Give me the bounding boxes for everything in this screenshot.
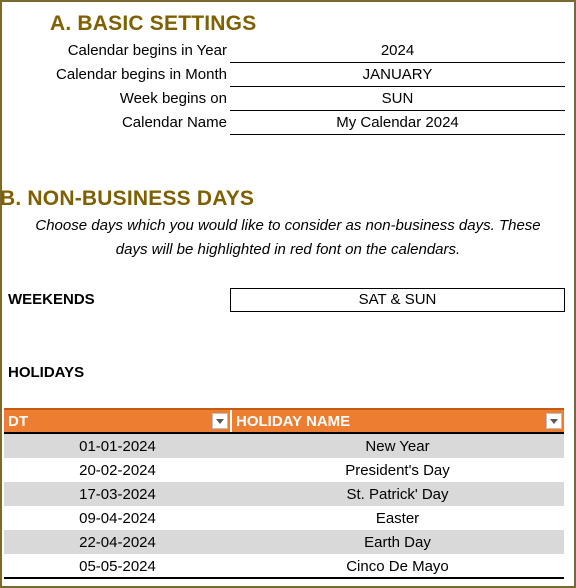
- week-begins-label: Week begins on: [119, 90, 227, 107]
- dt-cell[interactable]: 17-03-2024: [4, 482, 231, 506]
- year-label: Calendar begins in Year: [67, 42, 227, 59]
- holiday-name-header-label: HOLIDAY NAME: [236, 412, 351, 430]
- holiday-name-cell[interactable]: Easter: [231, 506, 564, 530]
- month-field[interactable]: JANUARY: [230, 64, 565, 87]
- dt-cell[interactable]: 01-01-2024: [4, 433, 231, 458]
- year-field[interactable]: 2024: [230, 40, 565, 63]
- month-label: Calendar begins in Month: [56, 66, 227, 83]
- holiday-name-header-cell: [231, 409, 564, 433]
- dt-header-cell: [4, 409, 231, 433]
- holidays-label: HOLIDAYS: [8, 364, 85, 381]
- dt-cell[interactable]: 09-04-2024: [4, 506, 231, 530]
- weekends-label: WEEKENDS: [8, 291, 95, 308]
- table-row[interactable]: [4, 554, 564, 578]
- non-business-note-line1: Choose days which you would like to consider as non-business days. These: [35, 217, 541, 234]
- holiday-name-cell[interactable]: Earth Day: [231, 530, 564, 554]
- table-header-row: [4, 409, 564, 433]
- dt-cell[interactable]: 05-05-2024: [4, 554, 231, 578]
- non-business-note-line2: days will be highlighted in red font on the calendars.: [115, 241, 461, 258]
- table-row[interactable]: [4, 530, 564, 554]
- calendar-name-field[interactable]: My Calendar 2024: [230, 112, 565, 135]
- dt-cell[interactable]: 22-04-2024: [4, 530, 231, 554]
- dt-cell[interactable]: 20-02-2024: [4, 458, 231, 482]
- table-row[interactable]: [4, 433, 564, 458]
- holiday-name-cell[interactable]: St. Patrick' Day: [231, 482, 564, 506]
- holiday-name-cell[interactable]: Cinco De Mayo: [231, 554, 564, 578]
- non-business-days-heading: B. NON-BUSINESS DAYS: [0, 187, 255, 210]
- holiday-name-cell[interactable]: New Year: [231, 433, 564, 458]
- holiday-name-filter-dropdown-icon[interactable]: [546, 413, 562, 429]
- dt-header-label: DT: [8, 412, 28, 430]
- table-row[interactable]: [4, 506, 564, 530]
- holiday-name-cell[interactable]: President's Day: [231, 458, 564, 482]
- week-begins-field[interactable]: SUN: [230, 88, 565, 111]
- table-bottom-border: [4, 577, 564, 579]
- dt-filter-dropdown-icon[interactable]: [212, 413, 228, 429]
- basic-settings-heading: A. BASIC SETTINGS: [50, 12, 257, 35]
- weekends-dropdown[interactable]: SAT & SUN: [230, 288, 565, 312]
- calendar-name-label: Calendar Name: [121, 114, 227, 131]
- table-row[interactable]: [4, 458, 564, 482]
- table-row[interactable]: [4, 482, 564, 506]
- holidays-table: [4, 408, 564, 578]
